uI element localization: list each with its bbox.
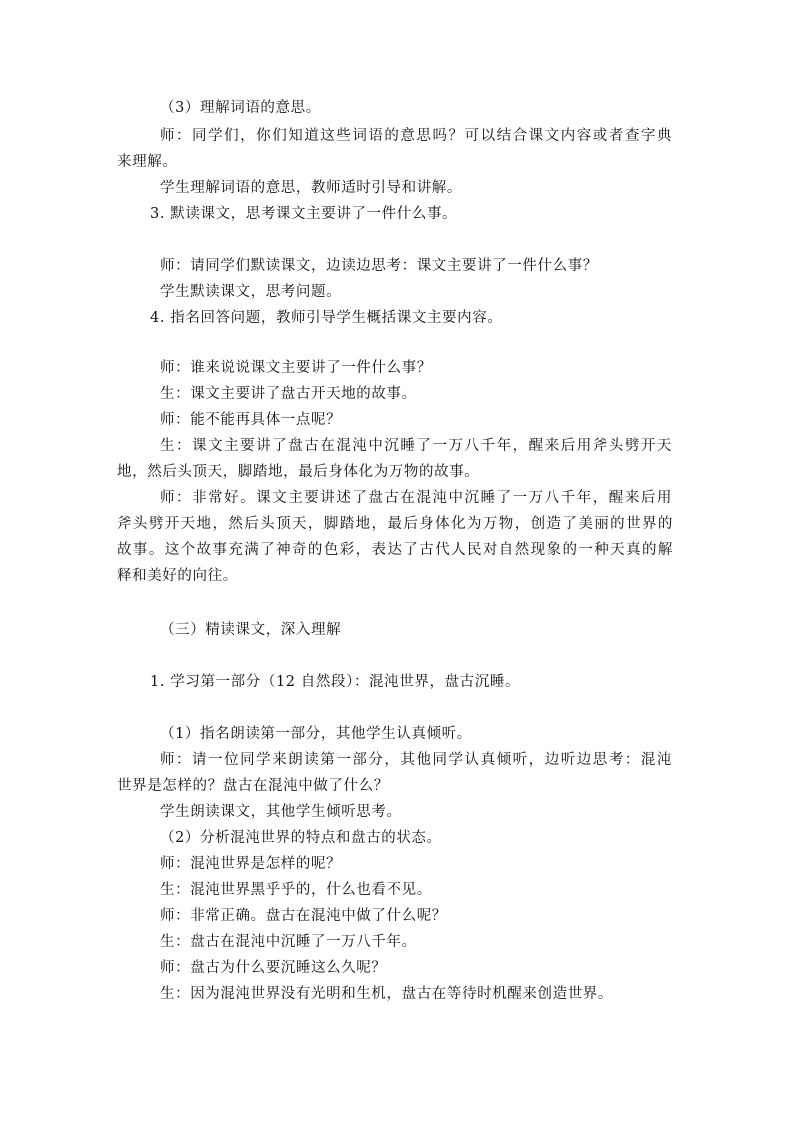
paragraph-line: 学生朗读课文，其他学生倾听思考。	[160, 804, 402, 820]
paragraph-line: 生：盘古在混沌中沉睡了一万八千年。	[160, 934, 417, 950]
subsection-heading: （3）理解词语的意思。	[160, 100, 321, 116]
paragraph-line: 师：请同学们默读课文，边读边思考：课文主要讲了一件什么事？	[160, 258, 598, 274]
subsection-heading: （2）分析混沌世界的特点和盘古的状态。	[160, 830, 442, 846]
paragraph-line: 生：混沌世界黑乎乎的，什么也看不见。	[160, 882, 432, 898]
subsection-heading: （1）指名朗读第一部分，其他学生认真倾听。	[160, 726, 472, 742]
paragraph-line: 释和美好的向往。	[117, 568, 238, 584]
paragraph-line: 师：同学们，你们知道这些词语的意思吗？可以结合课文内容或者查字典	[160, 128, 672, 144]
paragraph-line: 师：谁来说说课文主要讲了一件什么事？	[160, 360, 432, 376]
paragraph-line: 地，然后头顶天，脚踏地，最后身体化为万物的故事。	[117, 464, 480, 480]
step-heading: 3. 默读课文，思考课文主要讲了一件什么事。	[150, 206, 458, 222]
paragraph-line: 师：非常正确。盘古在混沌中做了什么呢？	[160, 908, 447, 924]
paragraph-line: 来理解。	[117, 154, 178, 170]
step-heading: 4. 指名回答问题，教师引导学生概括课文主要内容。	[150, 310, 503, 326]
section-heading: （三）精读课文，深入理解	[160, 622, 342, 638]
paragraph-line: 生：课文主要讲了盘古开天地的故事。	[160, 386, 417, 402]
step-heading: 1. 学习第一部分（12 自然段）：混沌世界，盘古沉睡。	[150, 674, 521, 690]
paragraph-line: 师：请一位同学来朗读第一部分，其他同学认真倾听，边听边思考：混沌	[160, 752, 672, 768]
paragraph-line: 生：因为混沌世界没有光明和生机，盘古在等待时机醒来创造世界。	[160, 986, 613, 1002]
paragraph-line: 斧头劈开天地，然后头顶天，脚踏地，最后身体化为万物，创造了美丽的世界的	[117, 516, 673, 532]
paragraph-line: 世界是怎样的？盘古在混沌中做了什么？	[117, 778, 389, 794]
paragraph-line: 师：混沌世界是怎样的呢？	[160, 856, 342, 872]
paragraph-line: 学生默读课文，思考问题。	[160, 284, 342, 300]
paragraph-line: 师：盘古为什么要沉睡这么久呢？	[160, 960, 387, 976]
paragraph-line: 故事。这个故事充满了神奇的色彩，表达了古代人民对自然现象的一种天真的解	[117, 542, 673, 558]
paragraph-line: 师：能不能再具体一点呢？	[160, 412, 342, 428]
paragraph-line: 学生理解词语的意思，教师适时引导和讲解。	[160, 180, 462, 196]
paragraph-line: 师：非常好。课文主要讲述了盘古在混沌中沉睡了一万八千年，醒来后用	[160, 490, 672, 506]
paragraph-line: 生：课文主要讲了盘古在混沌中沉睡了一万八千年，醒来后用斧头劈开天	[160, 438, 672, 454]
